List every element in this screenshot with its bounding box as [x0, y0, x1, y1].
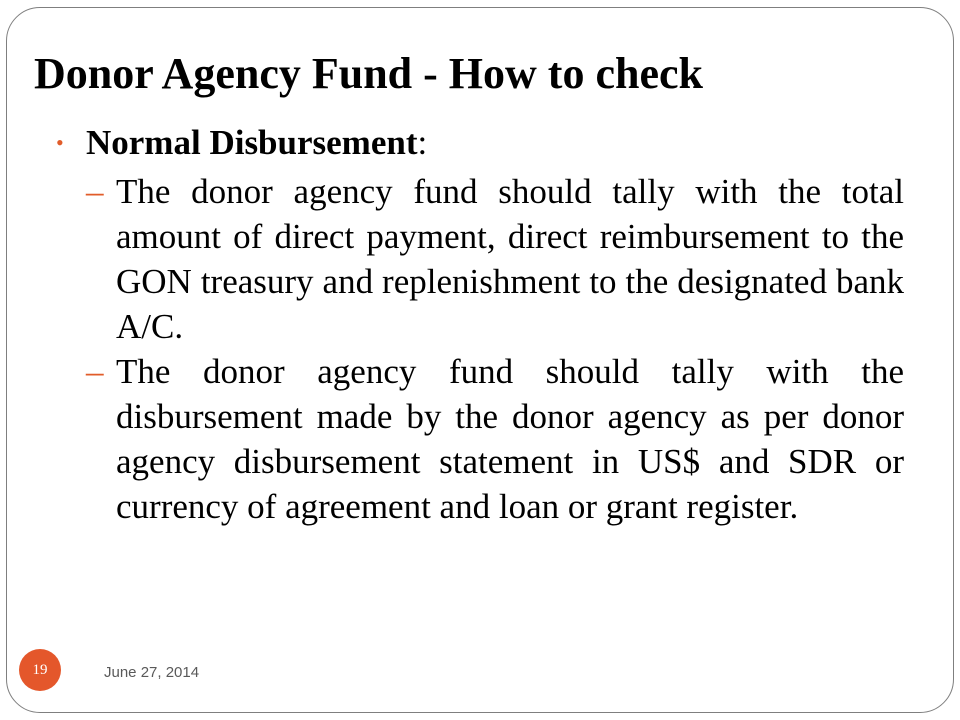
bullet-text [86, 120, 427, 165]
bullet-marker: • [56, 130, 64, 155]
footer-date: June 27, 2014 [104, 664, 200, 681]
subpoint-text: The donor agency fund should tally with the total amount of direct payment, direct reimbursement to the GON treasury and replenishment to the designated bank A/C. [116, 172, 904, 346]
subpoint-marker: – [86, 172, 104, 211]
slide-title: Donor Agency Fund - How to check [34, 49, 703, 98]
subpoint-marker: – [86, 352, 104, 391]
bullet-label-suffix: : [417, 123, 428, 162]
subpoint-text: The donor agency fund should tally with the disbursement made by the donor agency as per donor agency disbursement statement in US$ and SDR or currency of agreement and loan or grant register. [116, 352, 904, 526]
subpoint-item [86, 349, 904, 529]
slide-content [56, 120, 904, 529]
bullet-label: Normal Disbursement [86, 123, 418, 162]
subpoint-item [86, 169, 904, 349]
slide-number-badge: 19 [19, 649, 61, 691]
bullet-item [56, 120, 904, 169]
